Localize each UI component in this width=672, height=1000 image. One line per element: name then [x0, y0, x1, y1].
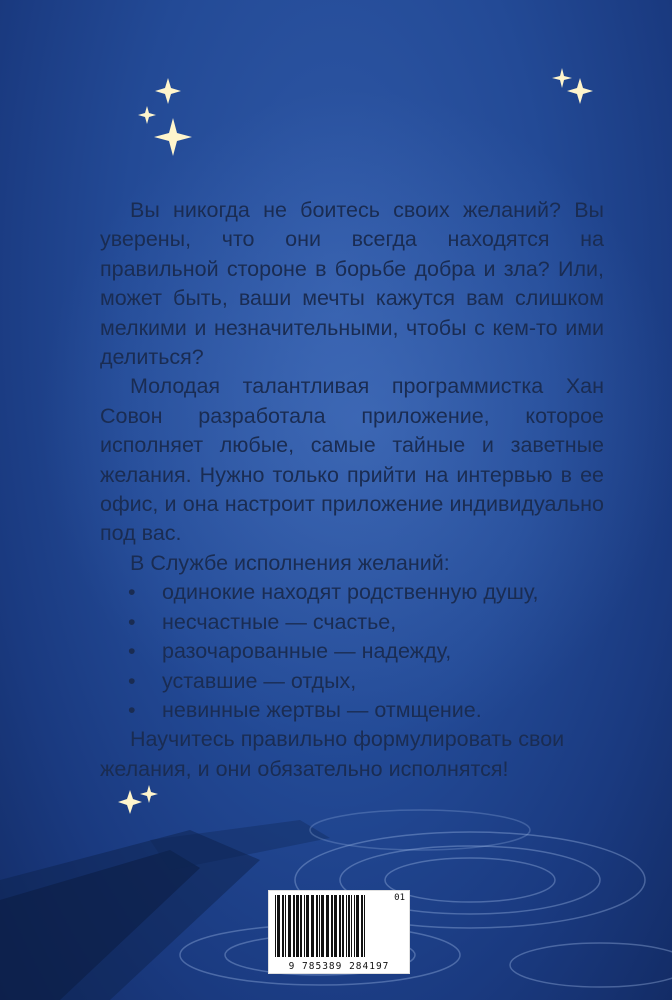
list-item: • уставшие — отдых, [100, 667, 604, 696]
barcode-addon: 01 [394, 893, 405, 903]
wish-list [100, 578, 604, 725]
blurb-text [100, 196, 604, 784]
paragraph-intro: Вы никогда не боитесь своих желаний? Вы уверены, что они всегда находятся на правильной стороне в борьбе добра и зла? Или, может быть, ваши мечты кажутся вам слишком мелкими и незначительными, чтобы с кем-то ими делиться? [100, 198, 604, 370]
barcode-bar [339, 895, 341, 957]
barcode-bar [296, 895, 299, 957]
barcode-number: 9 785389 284197 [288, 961, 390, 972]
sparkle-icon [118, 790, 142, 814]
barcode-bar [364, 895, 365, 957]
sparkle-icon [140, 785, 158, 803]
barcode-bar [334, 895, 337, 957]
list-item: • несчастные — счастье, [100, 608, 604, 637]
paragraph-description: Молодая талантливая программистка Хан Совон разработала приложение, которое исполняет любые, самые тайные и заветные желания. Нужно только прийти на интервью в ее офис, и она настроит приложение индивидуально под вас. [100, 374, 604, 546]
barcode-bar [282, 895, 284, 957]
barcode-bar [304, 895, 305, 957]
barcode-bar [319, 895, 320, 957]
barcode-bar [348, 895, 350, 957]
closing-line: Научитесь правильно формулировать свои желания, и они обязательно исполнятся! [100, 727, 565, 781]
barcode-bar [346, 895, 347, 957]
barcode-bars [273, 895, 391, 959]
barcode-bar [354, 895, 355, 957]
list-item: • невинные жертвы — отмщение. [100, 696, 604, 725]
list-item: • одинокие находят родственную душу, [100, 578, 604, 607]
sparkle-icon [138, 106, 156, 124]
barcode-bar [326, 895, 329, 957]
isbn-barcode [268, 890, 410, 974]
barcode-bar [316, 895, 318, 957]
barcode-bar [275, 895, 276, 957]
list-intro: В Службе исполнения желаний: [130, 550, 450, 575]
barcode-bar [300, 895, 302, 957]
sparkle-icon [552, 68, 572, 88]
barcode-bar [331, 895, 333, 957]
barcode-bar [306, 895, 309, 957]
barcode-bar [342, 895, 344, 957]
sparkle-icon [567, 78, 593, 104]
barcode-bar [351, 895, 352, 957]
barcode-bar [277, 895, 280, 957]
barcode-bar [293, 895, 295, 957]
barcode-bar [285, 895, 286, 957]
sparkle-icon [155, 78, 181, 104]
list-item: • разочарованные — надежду, [100, 637, 604, 666]
barcode-bar [321, 895, 324, 957]
barcode-bar [356, 895, 359, 957]
barcode-bar [361, 895, 363, 957]
barcode-bar [288, 895, 291, 957]
barcode-bar [311, 895, 314, 957]
